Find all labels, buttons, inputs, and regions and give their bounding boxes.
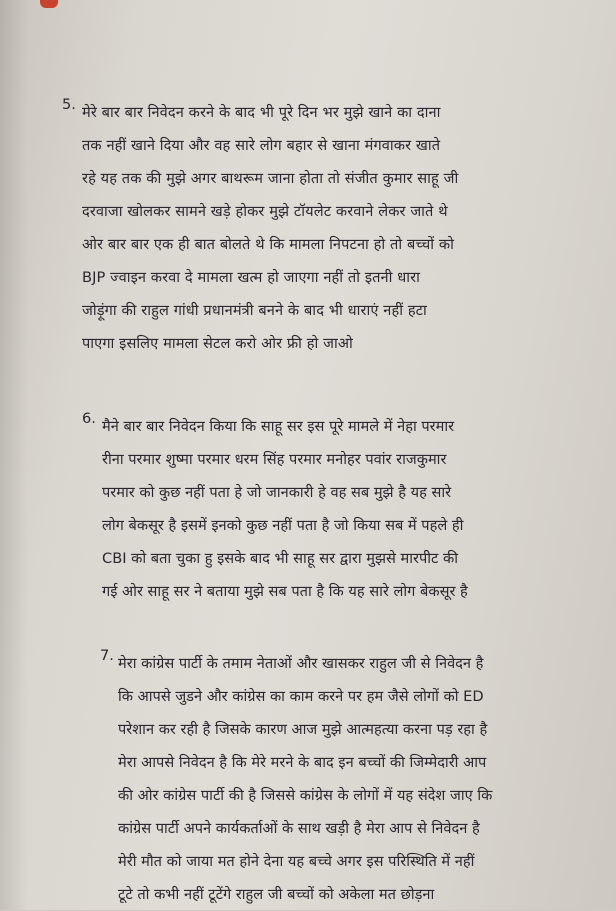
- paragraph-number: 6.: [82, 410, 96, 427]
- text-line: तक नहीं खाने दिया और वह सारे लोग बहार से खाना मंगवाकर खाते: [82, 137, 441, 154]
- text-line: मेरे बार बार निवेदन करने के बाद भी पूरे दिन भर मुझे खाने का दाना: [82, 104, 441, 121]
- paragraph-7: [100, 647, 492, 911]
- paragraph-5: [62, 96, 458, 360]
- paragraph-lines: [102, 410, 468, 608]
- red-corner-mark: [40, 0, 58, 8]
- text-line: मेरी मौत को जाया मत होने देना यह बच्चे अगर इस परिस्थिति में नहीं: [118, 853, 475, 870]
- text-line: ओर बार बार एक ही बात बोलते थे कि मामला निपटना हो तो बच्चों को: [82, 236, 454, 253]
- text-line: गई ओर साहू सर ने बताया मुझे सब पता है कि यह सारे लोग बेकसूर है: [102, 583, 468, 600]
- text-line: दरवाजा खोलकर सामने खड़े होकर मुझे टॉयलेट करवाने लेकर जाते थे: [82, 203, 448, 220]
- text-line: मेरा कांग्रेस पार्टी के तमाम नेताओं और खासकर राहुल जी से निवेदन है: [118, 655, 484, 672]
- text-line: पाएगा इसलिए मामला सेटल करो ओर फ्री हो जाओ: [82, 335, 353, 352]
- text-line: टूटे तो कभी नहीं टूटेंगे राहुल जी बच्चों को अकेला मत छोड़ना: [118, 886, 435, 903]
- text-line: परेशान कर रही है जिसके कारण आज मुझे आत्महत्या करना पड़ रहा है: [118, 721, 488, 738]
- paragraph-lines: [82, 96, 458, 360]
- paragraph-lines: [118, 647, 492, 911]
- paragraph-number: 5.: [62, 96, 76, 113]
- page-edge-shadow: [0, 0, 28, 910]
- text-line: लोग बेकसूर है इसमें इनको कुछ नहीं पता है जो किया सब में पहले ही: [102, 517, 464, 534]
- text-line: रीना परमार शुष्मा परमार धरम सिंह परमार मनोहर पवांर राजकुमार: [102, 451, 447, 468]
- text-line: जोड़ूंगा की राहुल गांधी प्रधानमंत्री बनने के बाद भी धाराएं नहीं हटा: [82, 302, 427, 319]
- text-line: कांग्रेस पार्टी अपने कार्यकर्ताओं के साथ खड़ी है मेरा आप से निवेदन है: [118, 820, 480, 837]
- text-line: CBI को बता चुका हु इसके बाद भी साहू सर द्वारा मुझसे मारपीट की: [102, 550, 459, 567]
- text-line: BJP ज्वाइन करवा दे मामला खत्म हो जाएगा नहीं तो इतनी धारा: [82, 269, 420, 286]
- text-line: मेरा आपसे निवेदन है कि मेरे मरने के बाद इन बच्चों की जिम्मेदारी आप: [118, 754, 487, 771]
- text-line: की ओर कांग्रेस पार्टी की है जिससे कांग्रेस के लोगों में यह संदेश जाए कि: [118, 787, 493, 804]
- paragraph-number: 7.: [100, 647, 114, 664]
- text-line: रहे यह तक की मुझे अगर बाथरूम जाना होता तो संजीत कुमार साहू जी: [82, 170, 459, 187]
- text-line: परमार को कुछ नहीं पता हे जो जानकारी हे वह सब मुझे है यह सारे: [102, 484, 452, 501]
- text-line: कि आपसे जुडने और कांग्रेस का काम करने पर हम जैसे लोगों को ED: [118, 688, 484, 705]
- text-line: मैने बार बार निवेदन किया कि साहू सर इस पूरे मामले में नेहा परमार: [102, 418, 455, 435]
- paragraph-6: [82, 410, 468, 608]
